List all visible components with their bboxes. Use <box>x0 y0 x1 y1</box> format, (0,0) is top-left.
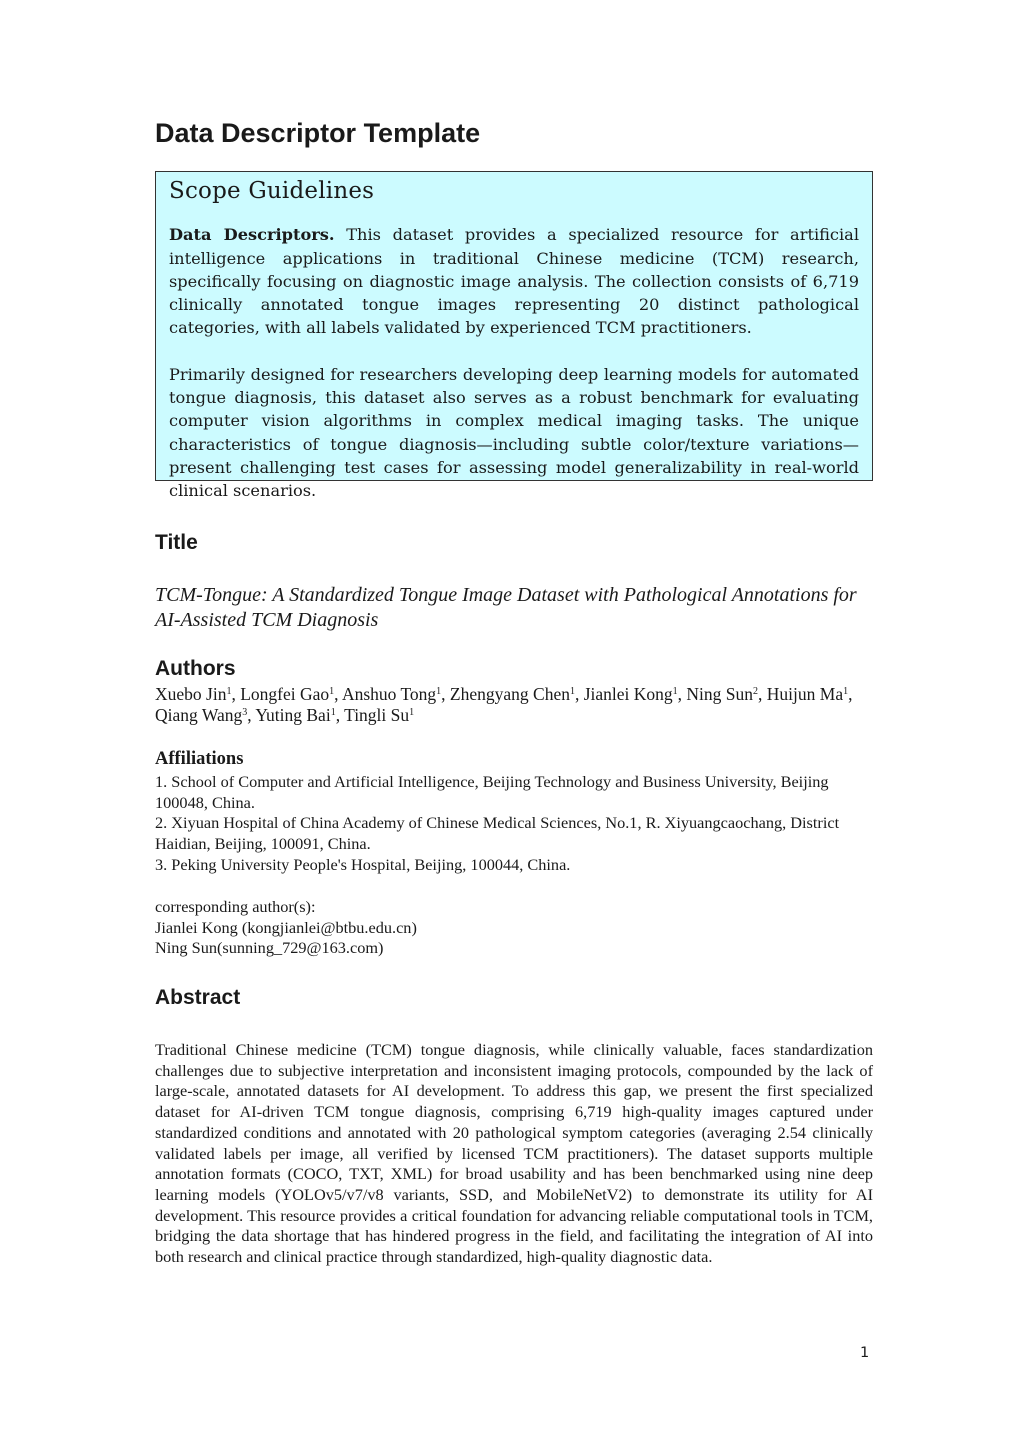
author-affiliation-marker: 1 <box>843 686 849 697</box>
scope-heading: Scope Guidelines <box>169 178 375 204</box>
author-name: Yuting Bai <box>255 705 331 725</box>
author-name: Anshuo Tong <box>341 684 437 704</box>
author-affiliation-marker: 1 <box>569 686 575 697</box>
affiliations-heading: Affiliations <box>155 749 244 769</box>
author-name: Huijun Ma <box>766 684 844 704</box>
abstract-text: Traditional Chinese medicine (TCM) tongue diagnosis, while clinically valuable, faces standardization challenges due to subjective interpretation and inconsistent imaging protocols, compounded by the lack of large-scale, annotated datasets for AI development. To address this gap, we present the first specialized dataset for AI-driven TCM tongue diagnosis, comprising 6,719 high-quality images captured under standardized conditions and annotated with 20 pathological symptom categories (averaging 2.54 clinically validated labels per image, all verified by licensed TCM practitioners). The dataset supports multiple annotation formats (COCO, TXT, XML) for broad usability and has been benchmarked using nine deep learning models (YOLOv5/v7/v8 variants, SSD, and MobileNetV2) to demonstrate its utility for AI development. This resource provides a critical foundation for advancing reliable computational tools in TCM, bridging the data shortage that has hindered progress in the field, and facilitating the integration of AI into both research and clinical practice through standardized, high-quality diagnostic data. <box>155 1040 873 1267</box>
author-affiliation-marker: 1 <box>329 686 335 697</box>
authors-list: Xuebo Jin$^1$, Longfei Gao$^1$, Anshuo Tong$^1$, Zhengyang Chen$^1$, Jianlei Kong$^1$, Ning Sun$^2$, Huijun Ma$^1$, Qiang Wang$^3$, Yuting Bai$^1$, Tingli Su$^1$ <box>155 684 853 725</box>
author-affiliation-marker: 3 <box>242 707 248 718</box>
author-name: Jianlei Kong <box>583 684 673 704</box>
scope-body-1: This dataset provides a specialized resource for artificial intelligence applications in traditional Chinese medicine (TCM) research, specifically focusing on diagnostic image analysis. The collection consists of 6,719 clinically annotated tongue images representing 20 distinct pathological categories, with all labels validated by experienced TCM practitioners. <box>169 225 859 338</box>
author-name: Qiang Wang <box>155 705 243 725</box>
document-header-title: Data Descriptor Template <box>155 118 481 148</box>
author-name: Tingli Su <box>344 705 410 725</box>
corresponding-authors <box>155 897 873 959</box>
scope-lead: Data Descriptors. <box>169 225 335 245</box>
author-affiliation-marker: 1 <box>409 707 415 718</box>
scope-guidelines-box <box>155 171 873 501</box>
author-affiliation-marker: 2 <box>753 686 759 697</box>
abstract-heading: Abstract <box>155 986 241 1009</box>
affiliation-item: 1. School of Computer and Artificial Intelligence, Beijing Technology and Business University, Beijing 100048, China. <box>155 772 829 812</box>
author-affiliation-marker: 1 <box>436 686 442 697</box>
affiliation-item: 3. Peking University People's Hospital, Beijing, 100044, China. <box>155 854 571 874</box>
author-name: Zhengyang Chen <box>449 684 570 704</box>
corresponding-author: Ning Sun(sunning_729@163.com) <box>155 938 384 958</box>
paper-title: TCM-Tongue: A Standardized Tongue Image Dataset with Pathological Annotations for AI-Assisted TCM Diagnosis <box>155 584 857 631</box>
author-name: Ning Sun <box>686 684 754 704</box>
affiliations-list <box>155 772 873 876</box>
author-name: Xuebo Jin <box>155 684 227 704</box>
affiliation-item: 2. Xiyuan Hospital of China Academy of Chinese Medical Sciences, No.1, R. Xiyuangcaochang, District Haidian, Beijing, 100091, China. <box>155 813 840 854</box>
corresponding-author: Jianlei Kong (kongjianlei@btbu.edu.cn) <box>155 917 417 937</box>
author-name: Longfei Gao <box>240 684 330 704</box>
scope-paragraph-2: Primarily designed for researchers developing deep learning models for automated tongue diagnosis, this dataset also serves as a robust benchmark for evaluating computer vision algorithms in complex medical imaging tasks. The unique characteristics of tongue diagnosis—including subtle color/texture variations—present challenging test cases for assessing model generalizability in real-world clinical scenarios. <box>169 364 859 501</box>
page-number: 1 <box>860 1345 870 1361</box>
author-affiliation-marker: 1 <box>672 686 678 697</box>
author-affiliation-marker: 1 <box>330 707 336 718</box>
scope-paragraph-1 <box>169 223 859 339</box>
title-heading: Title <box>155 531 198 554</box>
corresponding-label: corresponding author(s): <box>155 897 316 916</box>
author-affiliation-marker: 1 <box>226 686 232 697</box>
authors-heading: Authors <box>155 657 236 680</box>
